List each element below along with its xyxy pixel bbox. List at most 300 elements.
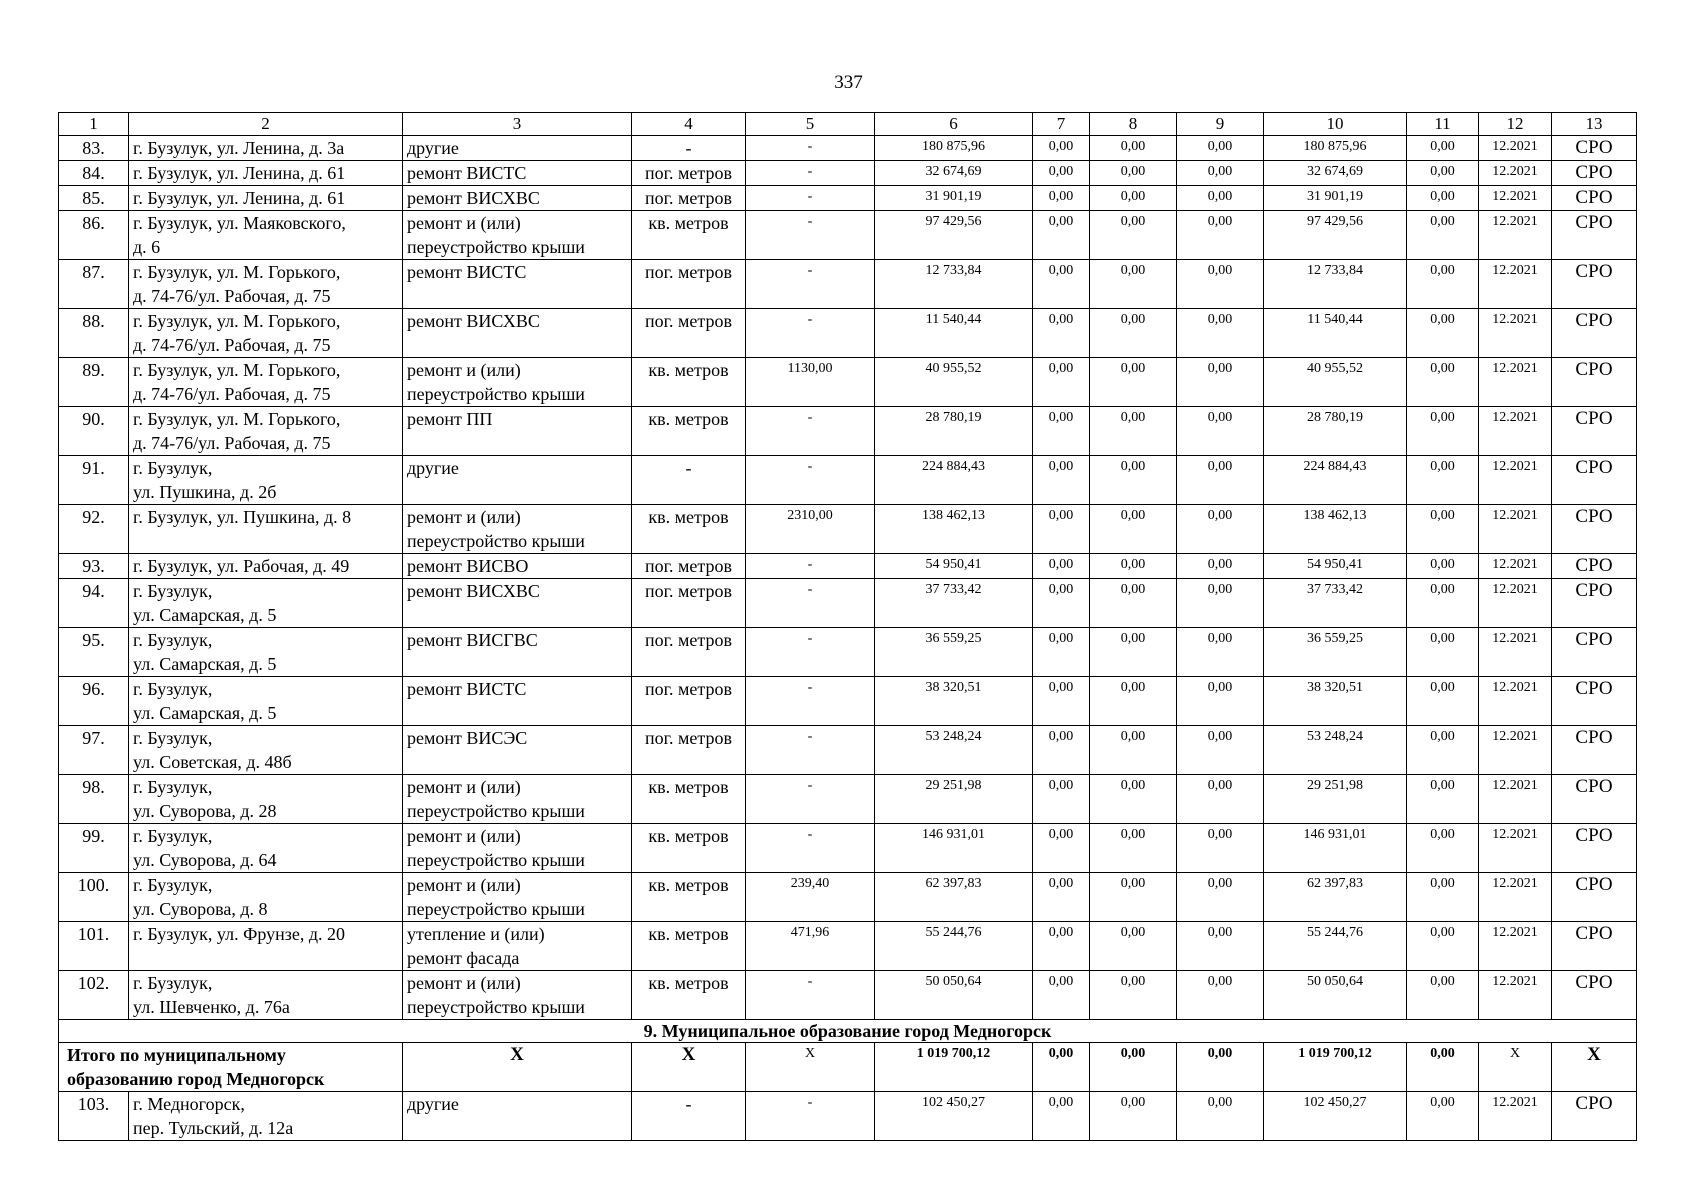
- cost-fund: 0,00: [1033, 358, 1090, 407]
- deadline: 12.2021: [1479, 873, 1552, 922]
- operator: СРО: [1552, 136, 1637, 161]
- address-line2: ул. Самарская, д. 5: [133, 654, 277, 674]
- column-number-12: 12: [1479, 113, 1552, 136]
- unit: кв. метров: [632, 211, 746, 260]
- cost-owners: 180 875,96: [1264, 136, 1407, 161]
- work-type-line1: ремонт ВИСХВС: [407, 581, 540, 601]
- cost-total: 97 429,56: [875, 211, 1033, 260]
- address-line1: г. Бузулук, ул. М. Горького,: [133, 360, 341, 380]
- work-type: [403, 824, 632, 873]
- operator: СРО: [1552, 726, 1637, 775]
- deadline: 12.2021: [1479, 922, 1552, 971]
- volume: 2310,00: [746, 505, 875, 554]
- cost-budget-local: 0,00: [1177, 309, 1264, 358]
- volume: -: [746, 824, 875, 873]
- volume: -: [746, 971, 875, 1020]
- table-row: [59, 628, 1637, 677]
- unit: кв. метров: [632, 505, 746, 554]
- column-number-13: 13: [1552, 113, 1637, 136]
- cost-fund: 0,00: [1033, 922, 1090, 971]
- total-fund: 0,00: [1033, 1043, 1090, 1092]
- deadline: 12.2021: [1479, 1092, 1552, 1141]
- address-line1: г. Бузулук, ул. Ленина, д. 61: [133, 163, 346, 183]
- address: [129, 211, 403, 260]
- cost-fund: 0,00: [1033, 628, 1090, 677]
- work-type: [403, 677, 632, 726]
- address: [129, 260, 403, 309]
- cost-owners: 36 559,25: [1264, 628, 1407, 677]
- work-type-line2: переустройство крыши: [407, 850, 585, 870]
- address: [129, 775, 403, 824]
- operator: СРО: [1552, 579, 1637, 628]
- row-number: 101.: [59, 922, 129, 971]
- work-type: [403, 579, 632, 628]
- address-line2: пер. Тульский, д. 12а: [133, 1118, 294, 1138]
- cost-budget-local: 0,00: [1177, 136, 1264, 161]
- cost-owners: 224 884,43: [1264, 456, 1407, 505]
- operator: СРО: [1552, 824, 1637, 873]
- work-type-line2: переустройство крыши: [407, 384, 585, 404]
- deadline: 12.2021: [1479, 824, 1552, 873]
- address-line2: д. 74-76/ул. Рабочая, д. 75: [133, 384, 331, 404]
- address: [129, 628, 403, 677]
- address-line2: ул. Суворова, д. 64: [133, 850, 277, 870]
- cost-total: 102 450,27: [875, 1092, 1033, 1141]
- deadline: 12.2021: [1479, 186, 1552, 211]
- table-row: [59, 554, 1637, 579]
- cost-fund: 0,00: [1033, 456, 1090, 505]
- operator: СРО: [1552, 505, 1637, 554]
- address: [129, 309, 403, 358]
- cost-owners: 146 931,01: [1264, 824, 1407, 873]
- total-volume: Х: [746, 1043, 875, 1092]
- cost-total: 11 540,44: [875, 309, 1033, 358]
- cost-fund: 0,00: [1033, 260, 1090, 309]
- operator: СРО: [1552, 775, 1637, 824]
- address-line2: ул. Советская, д. 48б: [133, 752, 292, 772]
- capital-repair-table: [58, 112, 1637, 1141]
- cost-owners: 62 397,83: [1264, 873, 1407, 922]
- cost-other: 0,00: [1407, 407, 1479, 456]
- cost-fund: 0,00: [1033, 726, 1090, 775]
- column-number-row: [59, 113, 1637, 136]
- cost-fund: 0,00: [1033, 677, 1090, 726]
- total-label-line1: Итого по муниципальному: [67, 1045, 286, 1065]
- cost-fund: 0,00: [1033, 136, 1090, 161]
- work-type-line1: ремонт ВИСГВС: [407, 630, 538, 650]
- work-type: [403, 554, 632, 579]
- unit: кв. метров: [632, 358, 746, 407]
- address-line2: ул. Самарская, д. 5: [133, 703, 277, 723]
- volume: -: [746, 1092, 875, 1141]
- cost-total: 29 251,98: [875, 775, 1033, 824]
- unit: -: [632, 1092, 746, 1141]
- cost-total: 146 931,01: [875, 824, 1033, 873]
- address-line1: г. Бузулук, ул. Рабочая, д. 49: [133, 556, 350, 576]
- cost-other: 0,00: [1407, 260, 1479, 309]
- row-number: 99.: [59, 824, 129, 873]
- address: [129, 873, 403, 922]
- volume: 239,40: [746, 873, 875, 922]
- work-type: [403, 456, 632, 505]
- unit: кв. метров: [632, 922, 746, 971]
- address: [129, 456, 403, 505]
- operator: СРО: [1552, 971, 1637, 1020]
- operator: СРО: [1552, 628, 1637, 677]
- cost-budget-local: 0,00: [1177, 186, 1264, 211]
- cost-budget-region: 0,00: [1090, 161, 1177, 186]
- total-cost: 1 019 700,12: [875, 1043, 1033, 1092]
- deadline: 12.2021: [1479, 554, 1552, 579]
- address-line1: г. Бузулук, ул. Ленина, д. 3а: [133, 138, 345, 158]
- cost-other: 0,00: [1407, 309, 1479, 358]
- volume: -: [746, 161, 875, 186]
- total-operator: Х: [1552, 1043, 1637, 1092]
- cost-fund: 0,00: [1033, 775, 1090, 824]
- total-budget-region: 0,00: [1090, 1043, 1177, 1092]
- cost-budget-region: 0,00: [1090, 309, 1177, 358]
- unit: пог. метров: [632, 677, 746, 726]
- address-line1: г. Бузулук, ул. М. Горького,: [133, 262, 341, 282]
- address-line1: г. Бузулук, ул. Маяковского,: [133, 213, 346, 233]
- row-number: 100.: [59, 873, 129, 922]
- cost-owners: 28 780,19: [1264, 407, 1407, 456]
- row-number: 84.: [59, 161, 129, 186]
- deadline: 12.2021: [1479, 579, 1552, 628]
- table-row: [59, 358, 1637, 407]
- cost-total: 40 955,52: [875, 358, 1033, 407]
- volume: -: [746, 136, 875, 161]
- work-type-line1: другие: [407, 1094, 459, 1114]
- cost-budget-region: 0,00: [1090, 922, 1177, 971]
- address-line1: г. Бузулук,: [133, 630, 213, 650]
- cost-fund: 0,00: [1033, 186, 1090, 211]
- column-number-3: 3: [403, 113, 632, 136]
- row-number: 92.: [59, 505, 129, 554]
- deadline: 12.2021: [1479, 726, 1552, 775]
- cost-budget-region: 0,00: [1090, 554, 1177, 579]
- cost-budget-local: 0,00: [1177, 1092, 1264, 1141]
- address-line1: г. Бузулук, ул. Пушкина, д. 8: [133, 507, 352, 527]
- work-type-line1: ремонт и (или): [407, 826, 521, 846]
- row-number: 89.: [59, 358, 129, 407]
- cost-other: 0,00: [1407, 161, 1479, 186]
- volume: -: [746, 309, 875, 358]
- cost-fund: 0,00: [1033, 161, 1090, 186]
- address: [129, 971, 403, 1020]
- address-line2: ул. Шевченко, д. 76а: [133, 997, 290, 1017]
- cost-other: 0,00: [1407, 677, 1479, 726]
- work-type-line2: переустройство крыши: [407, 531, 585, 551]
- column-number-7: 7: [1033, 113, 1090, 136]
- volume: -: [746, 726, 875, 775]
- cost-other: 0,00: [1407, 726, 1479, 775]
- address: [129, 505, 403, 554]
- deadline: 12.2021: [1479, 677, 1552, 726]
- volume: -: [746, 260, 875, 309]
- work-type-line1: ремонт и (или): [407, 507, 521, 527]
- table-row: [59, 161, 1637, 186]
- cost-total: 12 733,84: [875, 260, 1033, 309]
- volume: 471,96: [746, 922, 875, 971]
- address: [129, 161, 403, 186]
- cost-owners: 12 733,84: [1264, 260, 1407, 309]
- table-row: [59, 726, 1637, 775]
- operator: СРО: [1552, 922, 1637, 971]
- operator: СРО: [1552, 1092, 1637, 1141]
- total-budget-local: 0,00: [1177, 1043, 1264, 1092]
- address: [129, 554, 403, 579]
- work-type: [403, 726, 632, 775]
- unit: пог. метров: [632, 309, 746, 358]
- operator: СРО: [1552, 161, 1637, 186]
- address-line2: д. 74-76/ул. Рабочая, д. 75: [133, 433, 331, 453]
- cost-budget-local: 0,00: [1177, 407, 1264, 456]
- work-type-line1: утепление и (или): [407, 924, 545, 944]
- work-type-line1: ремонт ПП: [407, 409, 493, 429]
- cost-total: 32 674,69: [875, 161, 1033, 186]
- address-line1: г. Бузулук, ул. Ленина, д. 61: [133, 188, 346, 208]
- operator: СРО: [1552, 309, 1637, 358]
- row-number: 90.: [59, 407, 129, 456]
- work-type-line1: ремонт ВИСХВС: [407, 311, 540, 331]
- address-line1: г. Бузулук,: [133, 458, 213, 478]
- cost-fund: 0,00: [1033, 824, 1090, 873]
- cost-total: 36 559,25: [875, 628, 1033, 677]
- cost-budget-local: 0,00: [1177, 211, 1264, 260]
- cost-other: 0,00: [1407, 824, 1479, 873]
- cost-other: 0,00: [1407, 136, 1479, 161]
- address-line2: д. 74-76/ул. Рабочая, д. 75: [133, 335, 331, 355]
- deadline: 12.2021: [1479, 775, 1552, 824]
- column-number-1: 1: [59, 113, 129, 136]
- cost-total: 224 884,43: [875, 456, 1033, 505]
- cost-owners: 38 320,51: [1264, 677, 1407, 726]
- table-row: [59, 211, 1637, 260]
- cost-total: 180 875,96: [875, 136, 1033, 161]
- work-type: [403, 161, 632, 186]
- cost-budget-local: 0,00: [1177, 628, 1264, 677]
- operator: СРО: [1552, 873, 1637, 922]
- cost-other: 0,00: [1407, 505, 1479, 554]
- address: [129, 1092, 403, 1141]
- work-type: [403, 309, 632, 358]
- cost-owners: 102 450,27: [1264, 1092, 1407, 1141]
- total-unit: Х: [632, 1043, 746, 1092]
- address: [129, 407, 403, 456]
- column-number-5: 5: [746, 113, 875, 136]
- row-number: 93.: [59, 554, 129, 579]
- work-type-line2: переустройство крыши: [407, 997, 585, 1017]
- cost-owners: 40 955,52: [1264, 358, 1407, 407]
- cost-total: 55 244,76: [875, 922, 1033, 971]
- work-type-line2: переустройство крыши: [407, 237, 585, 257]
- cost-fund: 0,00: [1033, 873, 1090, 922]
- work-type-line2: переустройство крыши: [407, 801, 585, 821]
- table-row: [59, 136, 1637, 161]
- work-type: [403, 628, 632, 677]
- table-row: [59, 971, 1637, 1020]
- deadline: 12.2021: [1479, 407, 1552, 456]
- address-line1: г. Бузулук,: [133, 875, 213, 895]
- work-type: [403, 358, 632, 407]
- cost-budget-local: 0,00: [1177, 824, 1264, 873]
- table-row: [59, 260, 1637, 309]
- table-row: [59, 579, 1637, 628]
- address-line1: г. Медногорск,: [133, 1094, 245, 1114]
- unit: кв. метров: [632, 971, 746, 1020]
- operator: СРО: [1552, 211, 1637, 260]
- cost-budget-region: 0,00: [1090, 136, 1177, 161]
- row-number: 94.: [59, 579, 129, 628]
- address-line1: г. Бузулук,: [133, 777, 213, 797]
- cost-fund: 0,00: [1033, 554, 1090, 579]
- row-number: 96.: [59, 677, 129, 726]
- deadline: 12.2021: [1479, 260, 1552, 309]
- column-number-4: 4: [632, 113, 746, 136]
- unit: пог. метров: [632, 579, 746, 628]
- cost-budget-local: 0,00: [1177, 922, 1264, 971]
- cost-fund: 0,00: [1033, 971, 1090, 1020]
- unit: кв. метров: [632, 824, 746, 873]
- deadline: 12.2021: [1479, 161, 1552, 186]
- address-line2: ул. Пушкина, д. 2б: [133, 482, 277, 502]
- cost-fund: 0,00: [1033, 309, 1090, 358]
- column-number-10: 10: [1264, 113, 1407, 136]
- volume: -: [746, 554, 875, 579]
- work-type-line1: ремонт ВИСТС: [407, 262, 527, 282]
- cost-owners: 55 244,76: [1264, 922, 1407, 971]
- row-number: 88.: [59, 309, 129, 358]
- cost-budget-region: 0,00: [1090, 456, 1177, 505]
- volume: -: [746, 579, 875, 628]
- column-number-8: 8: [1090, 113, 1177, 136]
- cost-owners: 32 674,69: [1264, 161, 1407, 186]
- work-type: [403, 505, 632, 554]
- address: [129, 677, 403, 726]
- unit: кв. метров: [632, 407, 746, 456]
- deadline: 12.2021: [1479, 628, 1552, 677]
- work-type: [403, 971, 632, 1020]
- cost-owners: 29 251,98: [1264, 775, 1407, 824]
- address-line1: г. Бузулук, ул. Фрунзе, д. 20: [133, 924, 345, 944]
- cost-total: 138 462,13: [875, 505, 1033, 554]
- unit: пог. метров: [632, 161, 746, 186]
- cost-other: 0,00: [1407, 456, 1479, 505]
- cost-budget-region: 0,00: [1090, 579, 1177, 628]
- cost-budget-region: 0,00: [1090, 775, 1177, 824]
- cost-budget-local: 0,00: [1177, 677, 1264, 726]
- volume: -: [746, 677, 875, 726]
- row-number: 83.: [59, 136, 129, 161]
- work-type: [403, 1092, 632, 1141]
- cost-other: 0,00: [1407, 628, 1479, 677]
- cost-total: 28 780,19: [875, 407, 1033, 456]
- cost-fund: 0,00: [1033, 211, 1090, 260]
- work-type-line2: переустройство крыши: [407, 899, 585, 919]
- work-type-line1: ремонт и (или): [407, 213, 521, 233]
- total-row: [59, 1043, 1637, 1092]
- cost-other: 0,00: [1407, 211, 1479, 260]
- cost-budget-region: 0,00: [1090, 971, 1177, 1020]
- deadline: 12.2021: [1479, 309, 1552, 358]
- page-number: 337: [834, 72, 863, 93]
- address: [129, 824, 403, 873]
- unit: пог. метров: [632, 186, 746, 211]
- cost-budget-region: 0,00: [1090, 505, 1177, 554]
- unit: пог. метров: [632, 554, 746, 579]
- cost-fund: 0,00: [1033, 579, 1090, 628]
- cost-budget-local: 0,00: [1177, 456, 1264, 505]
- address-line1: г. Бузулук, ул. М. Горького,: [133, 311, 341, 331]
- cost-other: 0,00: [1407, 554, 1479, 579]
- deadline: 12.2021: [1479, 358, 1552, 407]
- unit: пог. метров: [632, 628, 746, 677]
- volume: -: [746, 456, 875, 505]
- cost-budget-region: 0,00: [1090, 186, 1177, 211]
- address-line1: г. Бузулук,: [133, 679, 213, 699]
- work-type: [403, 873, 632, 922]
- cost-owners: 97 429,56: [1264, 211, 1407, 260]
- cost-budget-local: 0,00: [1177, 358, 1264, 407]
- address-line1: г. Бузулук,: [133, 973, 213, 993]
- table-row: [59, 456, 1637, 505]
- work-type-line1: ремонт и (или): [407, 777, 521, 797]
- cost-budget-region: 0,00: [1090, 824, 1177, 873]
- address-line1: г. Бузулук,: [133, 728, 213, 748]
- cost-budget-local: 0,00: [1177, 161, 1264, 186]
- address: [129, 922, 403, 971]
- unit: кв. метров: [632, 873, 746, 922]
- cost-budget-local: 0,00: [1177, 726, 1264, 775]
- cost-budget-region: 0,00: [1090, 407, 1177, 456]
- address-line1: г. Бузулук, ул. М. Горького,: [133, 409, 341, 429]
- volume: -: [746, 628, 875, 677]
- address-line2: ул. Суворова, д. 8: [133, 899, 268, 919]
- cost-owners: 53 248,24: [1264, 726, 1407, 775]
- unit: -: [632, 136, 746, 161]
- cost-total: 50 050,64: [875, 971, 1033, 1020]
- work-type-line1: ремонт и (или): [407, 360, 521, 380]
- unit: пог. метров: [632, 726, 746, 775]
- cost-fund: 0,00: [1033, 1092, 1090, 1141]
- column-number-11: 11: [1407, 113, 1479, 136]
- row-number: 87.: [59, 260, 129, 309]
- cost-fund: 0,00: [1033, 505, 1090, 554]
- table-row: [59, 775, 1637, 824]
- address-line2: ул. Суворова, д. 28: [133, 801, 277, 821]
- cost-other: 0,00: [1407, 922, 1479, 971]
- operator: СРО: [1552, 456, 1637, 505]
- total-deadline: Х: [1479, 1043, 1552, 1092]
- table-row: [59, 1092, 1637, 1141]
- address: [129, 186, 403, 211]
- volume: -: [746, 407, 875, 456]
- cost-budget-local: 0,00: [1177, 873, 1264, 922]
- address-line1: г. Бузулук,: [133, 826, 213, 846]
- address-line2: д. 6: [133, 237, 161, 257]
- address-line2: д. 74-76/ул. Рабочая, д. 75: [133, 286, 331, 306]
- row-number: 98.: [59, 775, 129, 824]
- cost-budget-local: 0,00: [1177, 579, 1264, 628]
- cost-fund: 0,00: [1033, 407, 1090, 456]
- cost-owners: 11 540,44: [1264, 309, 1407, 358]
- table-row: [59, 186, 1637, 211]
- operator: СРО: [1552, 554, 1637, 579]
- cost-budget-local: 0,00: [1177, 971, 1264, 1020]
- operator: СРО: [1552, 186, 1637, 211]
- cost-other: 0,00: [1407, 775, 1479, 824]
